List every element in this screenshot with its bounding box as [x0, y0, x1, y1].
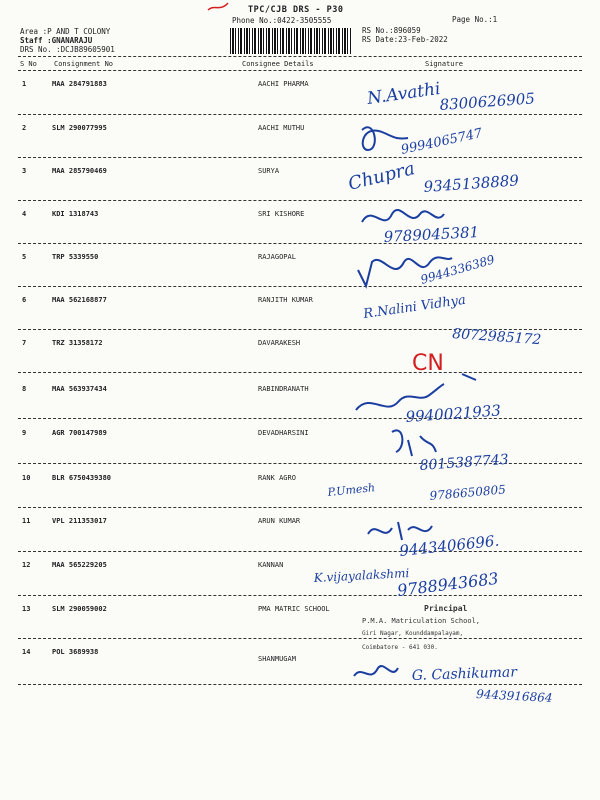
handwritten-phone: 9345138889: [423, 171, 520, 196]
row-consignee: RANK AGRO: [258, 474, 296, 482]
handwritten-signature: [362, 210, 444, 222]
area-label: Area :P AND T COLONY: [20, 27, 111, 36]
stamp-line: P.M.A. Matriculation School,: [362, 617, 481, 625]
row-consignment: AGR 700147989: [52, 429, 107, 437]
row-consignee: AACHI MUTHU: [258, 124, 305, 132]
row-consignee: RABINDRANATH: [258, 385, 309, 393]
row-consignee: SRI KISHORE: [258, 210, 305, 218]
handwritten-phone: 9994065747: [399, 126, 484, 158]
row-consignment: MAA 563937434: [52, 385, 107, 393]
phone-number: Phone No.:0422-3505555: [232, 16, 332, 25]
handwritten-phone: 9944336389: [418, 252, 497, 287]
handwritten-phone: 9443916864: [475, 687, 553, 705]
row-sno: 6: [22, 296, 27, 304]
row-sno: 7: [22, 339, 27, 347]
row-consignment: SLM 290077995: [52, 124, 107, 132]
handwritten-signature: Chupra: [346, 158, 418, 195]
col-sno: S No: [20, 60, 37, 68]
row-consignee: ARUN KUMAR: [258, 517, 301, 525]
handwritten-signature: P.Umesh: [326, 481, 376, 499]
row-sno: 3: [22, 167, 27, 175]
handwritten-phone: 8072985172: [451, 326, 542, 349]
handwritten-mark: CN: [412, 351, 444, 376]
row-consignment: MAA 285790469: [52, 167, 107, 175]
stamp-line: Giri Nagar, Kounddampalayam,: [362, 630, 464, 637]
row-sno: 12: [22, 561, 31, 569]
row-consignment: TRZ 31358172: [52, 339, 103, 347]
handwritten-initials: [354, 666, 398, 676]
handwritten-phone: 9940021933: [405, 401, 502, 426]
col-signature: Signature: [425, 60, 463, 68]
handwritten-signature: [368, 522, 432, 540]
row-consignment: MAA 562168877: [52, 296, 107, 304]
document-title: TPC/CJB DRS - P30: [248, 5, 344, 15]
stamp-title: Principal: [424, 604, 468, 613]
handwritten-phone: 9789045381: [383, 223, 480, 246]
handwritten-signature: G. Cashikumar: [411, 664, 518, 684]
row-consignee: RAJAGOPAL: [258, 253, 296, 261]
rs-date: RS Date:23-Feb-2022: [362, 35, 448, 44]
row-sno: 2: [22, 124, 27, 132]
row-sno: 5: [22, 253, 27, 261]
row-sno: 4: [22, 210, 27, 218]
row-sno: 11: [22, 517, 31, 525]
row-consignment: BLR 6750439380: [52, 474, 112, 482]
row-consignment: POL 3689938: [52, 648, 99, 656]
drs-number: DRS No. :DCJB89605901: [20, 45, 115, 54]
row-consignment: TRP 5339550: [52, 253, 99, 261]
row-consignment: VPL 211353017: [52, 517, 107, 525]
row-consignee: RANJITH KUMAR: [258, 296, 313, 304]
pen-stroke: [462, 374, 476, 380]
row-sno: 8: [22, 385, 27, 393]
rs-number: RS No.:896059: [362, 26, 421, 35]
handwritten-phone: 9443406696.: [398, 531, 501, 560]
row-sno: 14: [22, 648, 31, 656]
row-consignee: KANNAN: [258, 561, 284, 569]
handwritten-signature: K.vijayalakshmi: [313, 566, 410, 585]
handwritten-signature: R.Nalini Vidhya: [362, 292, 467, 322]
staff-label: Staff :GNANARAJU: [20, 36, 93, 45]
handwritten-phone: 9788943683: [396, 568, 500, 600]
page-number: Page No.:1: [452, 15, 498, 24]
handwritten-signature: [392, 430, 436, 456]
row-consignment: MAA 565229205: [52, 561, 107, 569]
col-consignment: Consignment No: [54, 60, 114, 68]
handwritten-signature: N.Avathi: [365, 78, 442, 109]
row-consignee: DEVADHARSINI: [258, 429, 309, 437]
row-sno: 10: [22, 474, 31, 482]
row-consignee: SURYA: [258, 167, 280, 175]
row-consignee: AACHI PHARMA: [258, 80, 309, 88]
row-consignee: PMA MATRIC SCHOOL: [258, 605, 330, 613]
row-consignment: MAA 284791883: [52, 80, 107, 88]
col-consignee: Consignee Details: [242, 60, 314, 68]
row-sno: 9: [22, 429, 27, 437]
row-consignee: DAVARAKESH: [258, 339, 301, 347]
row-consignment: KDI 1318743: [52, 210, 99, 218]
stamp-line: Coimbatore - 641 030.: [362, 644, 438, 651]
handwritten-phone: 8300626905: [439, 89, 536, 114]
handwritten-phone: 9786650805: [429, 482, 507, 503]
row-consignment: SLM 290059002: [52, 605, 107, 613]
row-consignee: SHANMUGAM: [258, 655, 296, 663]
row-sno: 1: [22, 80, 27, 88]
row-sno: 13: [22, 605, 31, 613]
handwritten-phone: 8015387743: [419, 451, 510, 474]
